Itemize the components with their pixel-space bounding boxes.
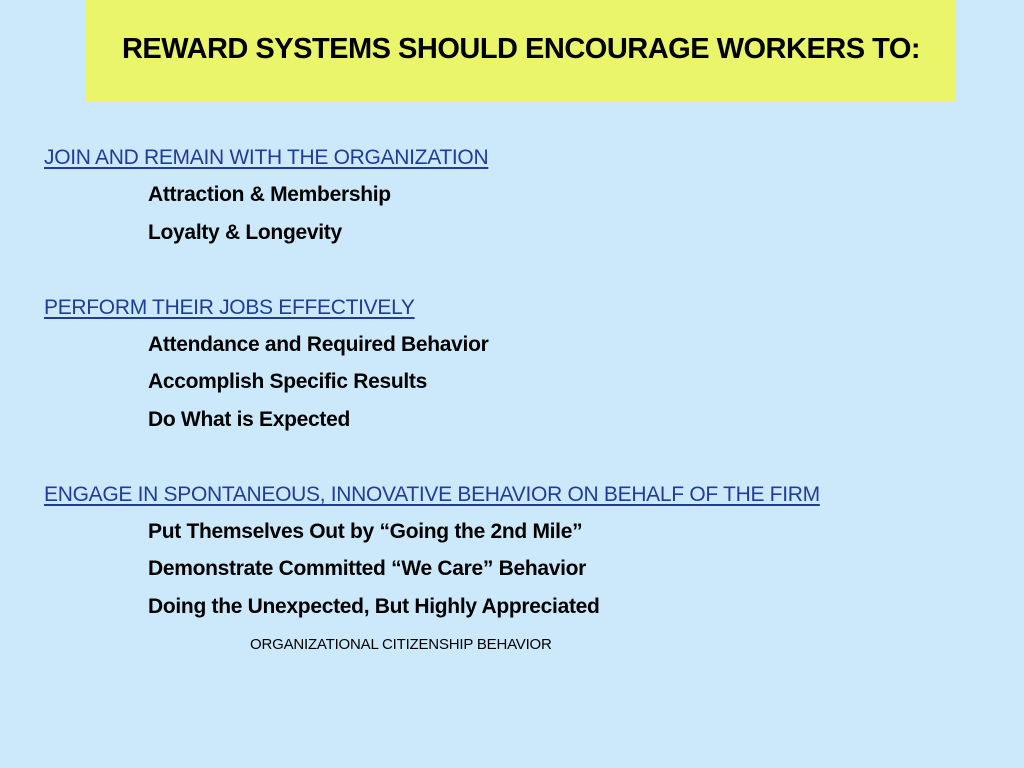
spacer: [44, 438, 1004, 476]
section-item: Attendance and Required Behavior: [148, 332, 489, 356]
section-item: Accomplish Specific Results: [148, 370, 427, 393]
section-item: Doing the Unexpected, But Highly Appreciated: [148, 594, 600, 618]
spacer: [44, 251, 1004, 289]
section-item: Do What is Expected: [148, 407, 351, 431]
section-heading: ENGAGE IN SPONTANEOUS, INNOVATIVE BEHAVIOR ON BEHALF OF THE FIRM: [44, 482, 820, 506]
section-item: Loyalty & Longevity: [148, 220, 342, 244]
section-item: Put Themselves Out by “Going the 2nd Mile”: [148, 519, 583, 543]
slide-title: REWARD SYSTEMS SHOULD ENCOURAGE WORKERS TO:: [121, 32, 921, 65]
section-heading: PERFORM THEIR JOBS EFFECTIVELY: [44, 295, 415, 319]
section-heading: JOIN AND REMAIN WITH THE ORGANIZATION: [44, 146, 489, 169]
title-banner: [86, 0, 956, 102]
section-perform: [44, 289, 1004, 439]
section-item: Demonstrate Committed “We Care” Behavior: [148, 557, 587, 580]
section-engage: [44, 476, 1004, 626]
section-join: [44, 139, 1004, 251]
slide-content: [44, 139, 1004, 625]
section-item: Attraction & Membership: [148, 183, 391, 206]
footnote-ocb: ORGANIZATIONAL CITIZENSHIP BEHAVIOR: [250, 636, 552, 653]
